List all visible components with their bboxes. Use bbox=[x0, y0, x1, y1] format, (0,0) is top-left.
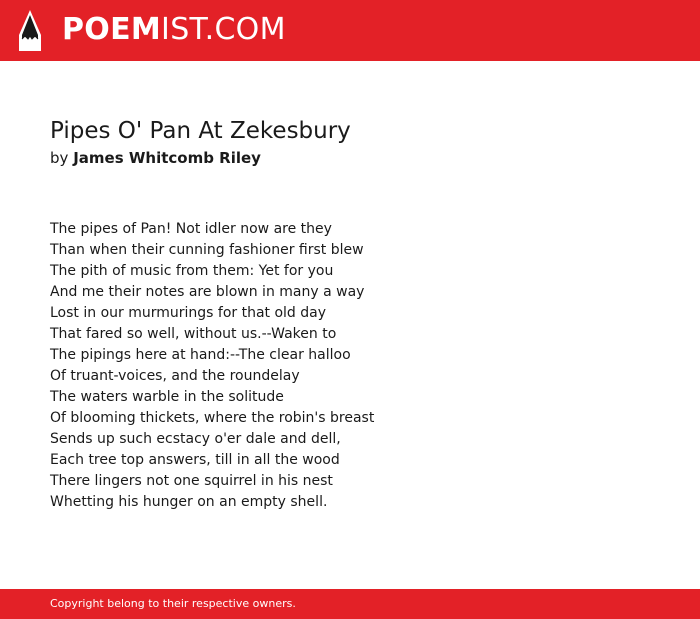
by-label: by bbox=[50, 149, 69, 167]
poem-line: And me their notes are blown in many a way bbox=[50, 284, 365, 300]
poem-line: That fared so well, without us.--Waken to bbox=[50, 326, 337, 342]
poem-line: Each tree top answers, till in all the wood bbox=[50, 452, 340, 468]
poem-line: Sends up such ecstacy o'er dale and dell, bbox=[50, 431, 341, 447]
poem-line: Whetting his hunger on an empty shell. bbox=[50, 494, 328, 510]
poem-line: Lost in our murmurings for that old day bbox=[50, 305, 327, 321]
poem-body bbox=[50, 219, 670, 513]
poem-line: The waters warble in the solitude bbox=[50, 389, 284, 405]
poem-title: Pipes O' Pan At Zekesbury bbox=[50, 118, 351, 144]
poem-line: There lingers not one squirrel in his nest bbox=[50, 473, 333, 489]
poem-line: Than when their cunning fashioner first blew bbox=[50, 242, 364, 258]
poem-line: The pipes of Pan! Not idler now are they bbox=[50, 221, 332, 237]
site-header bbox=[0, 0, 700, 61]
pencil-nib-icon[interactable] bbox=[17, 9, 43, 52]
poem-line: Of truant-voices, and the roundelay bbox=[50, 368, 300, 384]
poem-line: The pith of music from them: Yet for you bbox=[50, 263, 334, 279]
site-logo-link[interactable] bbox=[62, 11, 286, 49]
site-footer bbox=[0, 589, 700, 619]
poem-byline bbox=[50, 147, 670, 169]
brand-light-text: IST.COM bbox=[161, 12, 286, 47]
author-name: James Whitcomb Riley bbox=[73, 149, 261, 167]
poem-line: The pipings here at hand:--The clear halloo bbox=[50, 347, 351, 363]
brand-bold-text: POEM bbox=[62, 12, 162, 47]
poem-content bbox=[50, 116, 670, 513]
copyright-notice: Copyright belong to their respective owners. bbox=[50, 597, 296, 610]
poem-line: Of blooming thickets, where the robin's breast bbox=[50, 410, 375, 426]
